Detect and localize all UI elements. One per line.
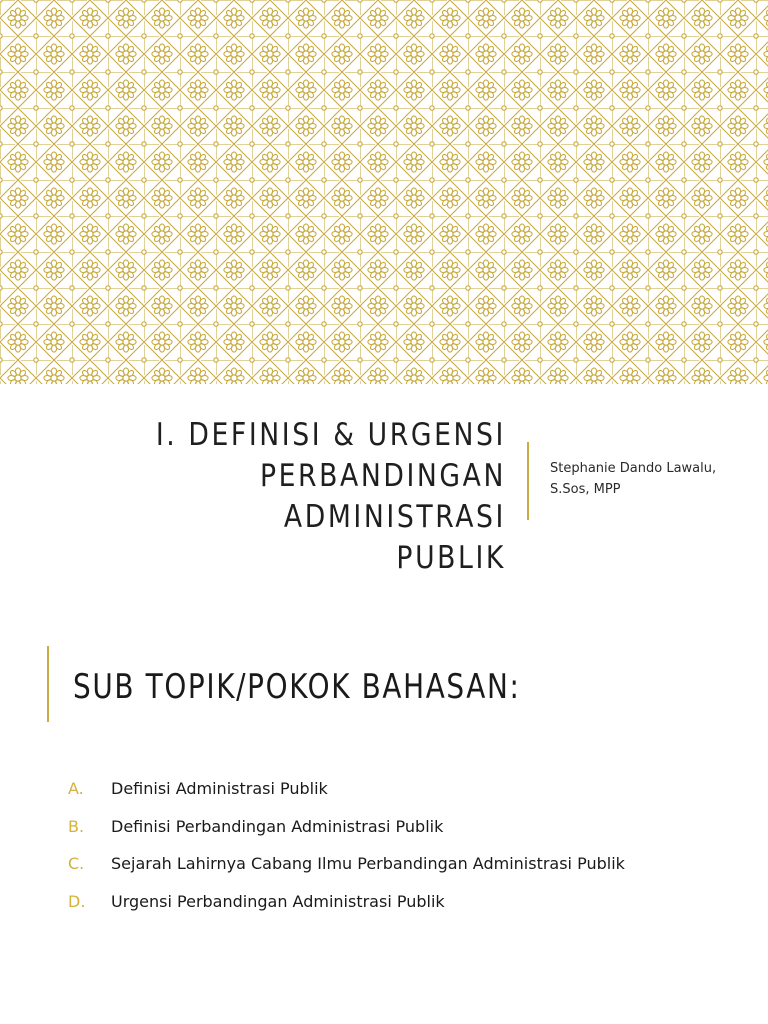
list-item <box>68 770 625 808</box>
author-line-1: Stephanie Dando Lawalu, <box>550 461 717 476</box>
title-divider <box>527 442 529 520</box>
slide-title-line-2: PERBANDINGAN ADMINISTRASI <box>259 458 506 535</box>
list-item <box>68 808 625 846</box>
slide-title-line-1: I. DEFINISI & URGENSI <box>155 417 506 453</box>
list-item <box>68 845 625 883</box>
list-marker: A. <box>68 779 84 799</box>
list-item <box>68 883 625 921</box>
section-heading: SUB TOPIK/POKOK BAHASAN: <box>73 667 521 707</box>
list-item-text: Sejarah Lahirnya Cabang Ilmu Perbandingan Administrasi Publik <box>111 854 625 874</box>
author-name <box>550 458 750 500</box>
author-line-2: S.Sos, MPP <box>550 482 621 497</box>
list-item-text: Definisi Perbandingan Administrasi Publik <box>111 816 444 836</box>
list-item-text: Definisi Administrasi Publik <box>111 779 328 799</box>
floral-lattice-pattern <box>0 0 768 384</box>
slide-title <box>110 415 506 579</box>
section-accent-bar <box>47 646 49 722</box>
topic-list <box>68 770 625 920</box>
list-marker: B. <box>68 816 85 836</box>
list-marker: C. <box>68 854 85 874</box>
list-marker: D. <box>68 891 86 911</box>
slide-title-line-3: PUBLIK <box>396 540 506 576</box>
list-item-text: Urgensi Perbandingan Administrasi Publik <box>111 891 445 911</box>
